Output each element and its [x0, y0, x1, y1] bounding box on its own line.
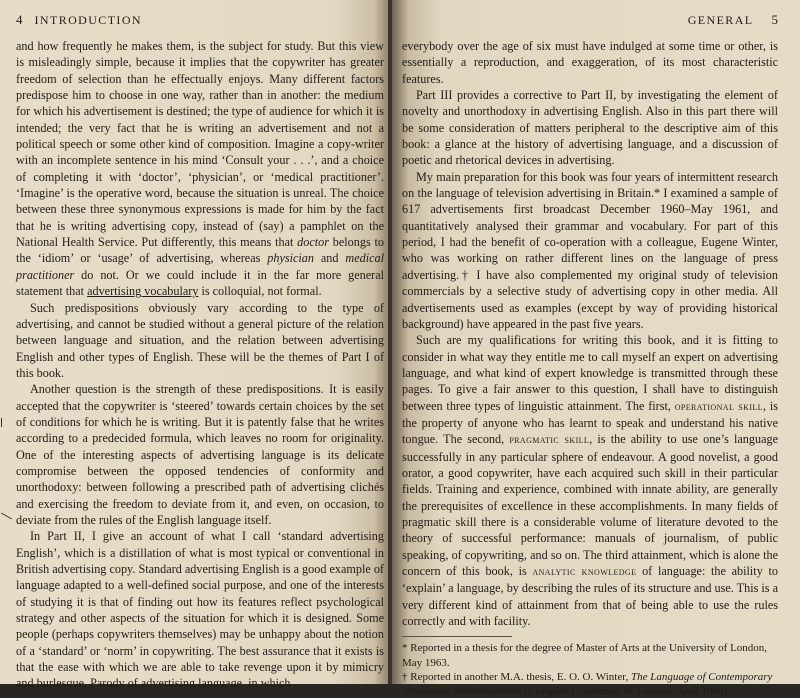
text-run: belongs to the ‘idiom’ or ‘usage’ of advertising, whereas	[16, 235, 384, 266]
footnote-rule	[402, 636, 512, 637]
text-run: In Part II, I give an account of what I call ‘standard advertising English’, which is a distillation of what is most typical or conventional in British advertising copy. Standard advertising English is a good example of language adapted to a well-defined social purpose, and one of the interests of studying it is that of finding out how its features reflect psychological strategy and other aspects of the situation for which it is designed. Some people (perhaps copywriters themselves) may be unhappy about the notion of a ‘standard’ or ‘norm’ in copywriting. The best assurance that it exists is that the ease with which we are able to take revenge upon it by mimicry and burlesque. Parody of advertising language, in which	[16, 529, 384, 691]
left-paragraph-3	[16, 381, 384, 528]
left-running-head	[16, 12, 384, 26]
text-run: , is the property of anyone who has learnt to speak and understand his native tongue. The second,	[402, 398, 778, 447]
left-paragraph-1	[16, 38, 384, 300]
text-run: and	[313, 251, 346, 266]
right-page	[392, 0, 800, 697]
text-run: of language: the ability to ‘explain’ a language, by describing the rules of its structure and use. This is a very different kind of attainment from that of being able to use the rules correctly and with facility.	[402, 564, 778, 629]
italic-term: The Language of Contemporary Newspaper Advertisements in English	[402, 670, 773, 697]
margin-pencil-mark	[1, 418, 2, 427]
text-run: and how frequently he makes them, is the subject for study. But this view is misleadingly simple, because it implies that the copywriter has greater freedom of selection than he effectually enjoys. Many different factors predispose him to choose in one way, rather than in another: the medium for which his advertisement is destined; the type of audience for which it is intended; the very fact that he is writing an advertisement and not a political speech or some other kind of composition. Imagine a copy-writer with an incomplete sentence in his mind ‘Consult your . . .’, and a choice of completing it with ‘doctor’, ‘physician’, or ‘medical practitioner’. ‘Imagine’ is the operative word, because the situation is unreal. The choice between these three synonymous expressions is made for him by the fact that he is writing advertising copy, instead of (say) a pamphlet on the National Health Service. Put differently, this means that	[16, 39, 384, 250]
small-caps-term: operational skill	[674, 400, 763, 413]
left-paragraph-2	[16, 300, 384, 382]
right-paragraph-1	[402, 38, 778, 87]
right-running-head	[402, 12, 778, 26]
text-run: Another question is the strength of these predispositions. It is easily accepted that the copywriter is ‘steered’ towards certain choices by the set of conditions for which he is writing. But it is patently false that he writes according to a predecided formula, which leaves no room for originality. One of the interesting aspects of advertising language is its delicate compromise between the opposed tendencies of conformity and unorthodoxy: between following a prescribed path of advertising clichés and exercising the freedom to deviate from it, and even, on occasion, to deviate from the rules of the English language itself.	[16, 382, 384, 527]
text-run: everybody over the age of six must have indulged at some time or other, is essentially a reproduction, and exaggeration, of its most characteristic features.	[402, 39, 778, 86]
text-run: , is the ability to use one’s language successfully in any particular sphere of endeavour. A good novelist, a good orator, a good copywriter, have each acquired such skill in their particular fields. Training and experience, combined with innate ability, are generally the prerequisites of excellence in these accomplishments. In many fields of pragmatic skill there is a considerable volume of literature devoted to the theory of successful performance: manuals of journalism, of public speaking, of copywriting, and so on. The third attainment, which is alone the concern of this book, is	[402, 432, 778, 578]
right-paragraph-3	[402, 169, 778, 332]
right-running-head-title: GENERAL	[687, 13, 754, 27]
margin-pencil-mark	[1, 513, 12, 520]
footnote-2	[402, 670, 778, 698]
text-run: Part III provides a corrective to Part II, by investigating the element of novelty and unorthodoxy in advertising English. Also in this part there will be some consideration of matters peripheral to the descriptive aim of this book: a glance at the history of advertising language, and a discussion of poetic and rhetorical devices in advertising.	[402, 88, 778, 168]
text-run: is colloquial, not formal.	[198, 284, 322, 299]
underlined-phrase: advertising vocabulary	[87, 284, 199, 299]
small-caps-term: analytic knowledge	[532, 566, 637, 578]
italic-term: physician	[267, 251, 314, 266]
italic-term: medical practitioner	[16, 251, 384, 282]
text-run: † Reported in another M.A. thesis, E. O. O. Winter,	[402, 670, 631, 683]
left-running-head-title: INTRODUCTION	[34, 13, 142, 27]
text-run: Such predispositions obviously vary according to the type of advertising, and cannot be studied without a general picture of the relation between language and situation, and the relation between advertising English and other types of English. These will be the themes of Part I of this book.	[16, 300, 384, 380]
italic-term: doctor	[297, 235, 329, 250]
left-paragraph-4	[16, 528, 384, 691]
right-paragraph-4	[402, 332, 778, 629]
left-page	[0, 0, 390, 691]
right-paragraph-2	[402, 87, 778, 169]
footnote-1	[402, 641, 778, 669]
text-run: (University of London, April 1964).	[568, 684, 730, 697]
text-run: Such are my qualifications for writing this book, and it is fitting to consider in what way they entitle me to call myself an expert on advertising language, and what kind of expert knowledge is transmitted through these pages. To give a fair answer to this question, I shall have to distinguish between three types of linguistic attainment. The first,	[402, 333, 778, 413]
text-run: do not. Or we could include it in the far more general statement that	[16, 267, 384, 299]
left-page-number: 4	[16, 12, 23, 27]
small-caps-term: pragmatic skill	[509, 434, 590, 447]
right-page-number: 5	[771, 12, 778, 27]
text-run: My main preparation for this book was four years of intermittent research on the language of television advertising in Britain.* I examined a sample of 617 advertisements first broadcast December 1960–May 1961, and quantitatively analysed their grammar and vocabulary. For part of this period, I had the benefit of co-operation with a colleague, Eugene Winter, who was working on rather different lines on the language of press advertising.† I have also complemented my original study of television commercials by a selective study of advertising copy in other media. All advertisements used as examples (except by way of providing historical background) have appeared in the past five years.	[402, 169, 778, 331]
text-run: * Reported in a thesis for the degree of Master of Arts at the University of London, May 1963.	[402, 642, 768, 669]
